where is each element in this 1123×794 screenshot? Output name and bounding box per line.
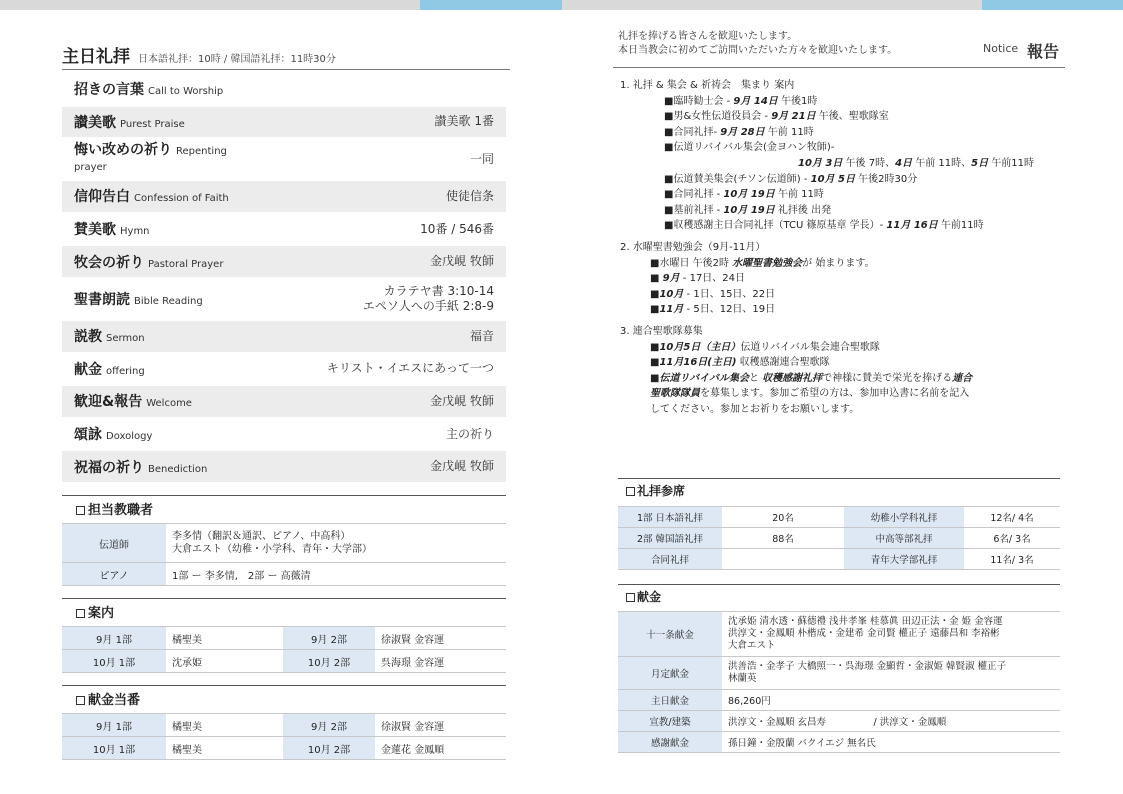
table-row [618, 732, 1060, 753]
order-item-name: 説教 [74, 329, 102, 346]
notice-label-en: Notice [983, 42, 1019, 55]
attendance-label: 2部 韓国語礼拝 [618, 528, 722, 549]
duty-name: 徐淑賢 金容運 [375, 714, 506, 737]
order-item-name: 賛美歌 [74, 222, 116, 239]
order-item [62, 181, 506, 212]
staff-value-2: 大倉エスト（幼稚・小学科、青年・大学部） [172, 544, 372, 555]
order-item-value: 金戊峴 牧師 [430, 254, 494, 269]
order-item-value: カラテヤ書 3:10-14 [383, 283, 494, 298]
table-row [62, 650, 506, 673]
guide-name: 呉海璟 金容運 [375, 650, 506, 673]
notice-item: ■収穫感謝主日合同礼拝（TCU 篠原基章 学長）- 11月 16日 午前11時 [664, 220, 984, 232]
top-bar-right [562, 0, 982, 10]
top-bar-left [0, 0, 420, 10]
staff-table [62, 523, 506, 586]
duty-name: 橘聖美 [166, 737, 283, 760]
attendance-count: 6名/ 3名 [964, 528, 1060, 549]
order-item-en: Call to Worship [148, 86, 224, 98]
order-item-value: 金戊峴 牧師 [430, 393, 494, 408]
attendance-label: 合同礼拝 [618, 549, 722, 570]
attendance-label: 幼稚小学科礼拝 [844, 507, 964, 528]
guide-name: 沈承姫 [166, 650, 283, 673]
order-item-en: Welcome [146, 398, 192, 410]
table-row [618, 690, 1060, 711]
order-item [62, 386, 506, 417]
duty-name: 橘聖美 [166, 714, 283, 737]
offering-names: 孫日鐘・金殷蘭 バクイエジ 無名氏 [722, 732, 1060, 753]
order-item-en: Confession of Faith [134, 193, 229, 205]
offering-label: 主日献金 [618, 690, 722, 711]
offering-duty-table [62, 713, 506, 760]
order-item-name: 悔い改めの祈り [74, 142, 172, 159]
table-row [618, 507, 1060, 528]
attendance-count: 20名 [722, 507, 844, 528]
order-item-en: Benediction [148, 463, 208, 475]
square-icon [76, 696, 85, 705]
duty-month: 10月 1部 [62, 737, 166, 760]
attendance-label: 中高等部礼拝 [844, 528, 964, 549]
title-divider [62, 69, 510, 70]
order-item-name: 讃美歌 [74, 114, 116, 131]
notice-item: ■ 9月 - 17日、24日 [650, 273, 746, 285]
order-item-en: Sermon [106, 333, 145, 345]
offering-heading: 献金 [618, 584, 1060, 605]
guide-name: 橘聖美 [166, 627, 283, 650]
offering-label: 宣教/建築 [618, 711, 722, 732]
offering-table [618, 611, 1060, 753]
order-item-en: Repenting [176, 146, 227, 158]
notice-item: ■11月16日(主日) 収穫感謝連合聖歌隊 [650, 357, 830, 369]
order-item-name: 聖書朗読 [74, 291, 130, 308]
welcome-text [618, 30, 897, 58]
order-item-name: 歓迎&報告 [74, 394, 143, 411]
notice-item: してください。参加とお祈りをお願いします。 [650, 403, 860, 415]
order-item-en: Hymn [120, 226, 150, 238]
duty-month: 10月 2部 [283, 737, 375, 760]
guide-table [62, 626, 506, 673]
order-item [62, 246, 506, 277]
service-title: 主日礼拝 [62, 47, 130, 67]
table-row [618, 549, 1060, 570]
order-item-name: 頌詠 [74, 427, 102, 444]
notice-item: ■合同礼拝 - 10月 19日 午前 11時 [664, 189, 824, 201]
order-item-value: 10番 / 546番 [420, 221, 494, 236]
offering-label: 感謝献金 [618, 732, 722, 753]
attendance-count: 11名/ 3名 [964, 549, 1060, 570]
notice-section-title: 2. 水曜聖書勉強会（9月-11月） [620, 241, 766, 253]
notice-item: ■伝道リバイバル集会(金ヨハン牧師)- [664, 142, 835, 154]
notice-item: ■10月 - 1日、15日、22日 [650, 288, 776, 300]
notice-divider [613, 67, 1065, 68]
order-of-service [62, 74, 506, 484]
guide-month: 9月 2部 [283, 627, 375, 650]
attendance-label: 青年大学部礼拝 [844, 549, 964, 570]
order-item [62, 451, 506, 482]
order-item [62, 354, 506, 385]
attendance-label: 1部 日本語礼拝 [618, 507, 722, 528]
square-icon [626, 487, 635, 496]
order-item-name: 献金 [74, 361, 102, 378]
offering-names: 洪淳文・金鳳順 朴楷成・金建希 金司賢 權正子 遠藤昌和 李裕彬 [728, 628, 1000, 639]
offering-names: 沈承姫 清水透・蘇德禮 浅井孝峯 桂慕眞 田辺正法・金 姫 金容運 [728, 616, 1003, 627]
order-item [62, 74, 506, 105]
order-item-value-2: エペソ人への手紙 2:8-9 [362, 298, 494, 313]
order-item-en: Bible Reading [134, 295, 203, 307]
duty-month: 9月 1部 [62, 714, 166, 737]
staff-heading: 担当教職者 [62, 495, 506, 518]
square-icon [76, 609, 85, 618]
staff-value: 李多情（翻訳＆通訳、ピアノ、中高科） [172, 531, 351, 542]
offering-label: 月定献金 [618, 657, 722, 690]
order-item-en: offering [106, 365, 145, 377]
order-item [62, 214, 506, 245]
table-row [618, 657, 1060, 690]
staff-value: 1部 ー 李多情, 2部 ー 高薇清 [166, 563, 506, 586]
order-item [62, 419, 506, 450]
notice-item: ■伝道リバイバル集会と 収穫感謝礼拝で神様に賛美で栄光を捧げる連合 [650, 372, 973, 384]
staff-label: ピアノ [62, 563, 166, 586]
attendance-count [722, 549, 844, 570]
offering-names: 86,260円 [722, 690, 1060, 711]
table-row [62, 737, 506, 760]
top-accent-left [420, 0, 562, 10]
offering-names: 洪善浩・金孝子 大橋照一・呉海璟 金顯哲・金淑姫 韓賢淑 權正子 [728, 661, 1007, 672]
order-item [62, 139, 506, 179]
order-item-en: Purest Praise [120, 118, 185, 130]
guide-month: 9月 1部 [62, 627, 166, 650]
notices [620, 78, 1060, 417]
notice-item: ■水曜日 午後2時 水曜聖書勉強会が 始まります。 [650, 257, 875, 269]
order-item [62, 279, 506, 319]
offering-names: 大倉エスト [728, 640, 776, 651]
table-row [618, 612, 1060, 657]
top-accent-right [982, 0, 1123, 10]
notice-label-ja: 報告 [1027, 42, 1060, 61]
order-item-value: 福音 [469, 328, 494, 343]
table-row [62, 627, 506, 650]
order-item-value: キリスト・イエスにあって一つ [326, 361, 494, 376]
order-item-value: 金戊峴 牧師 [430, 459, 494, 474]
attendance-count: 88名 [722, 528, 844, 549]
guide-month: 10月 1部 [62, 650, 166, 673]
service-title-row [62, 42, 336, 67]
notice-item: 10月 3日 午後 7時、4日 午前 11時、5日 午前11時 [798, 157, 1035, 169]
square-icon [76, 506, 85, 515]
order-item-value: 主の祈り [445, 426, 494, 441]
table-row [62, 714, 506, 737]
notice-item: ■伝道賛美集会(チソン伝道師) - 10月 5日 午後2時30分 [664, 173, 918, 185]
table-row [62, 524, 506, 563]
guide-heading: 案内 [62, 598, 506, 621]
notice-item: ■臨時勧士会 - 9月 14日 午後1時 [664, 95, 818, 107]
guide-name: 徐淑賢 金容運 [375, 627, 506, 650]
duty-name: 金蓮花 金鳳順 [375, 737, 506, 760]
order-item-value: 讃美歌 1番 [434, 114, 494, 129]
order-item-en: Doxology [106, 431, 153, 443]
notice-item: 聖歌隊隊員を募集します。参加ご希望の方は、参加申込書に名前を記入 [650, 388, 970, 400]
staff-label: 伝道師 [62, 524, 166, 563]
welcome-line: 本日当教会に初めてご訪問いただいた方々を歓迎いたします。 [618, 45, 898, 56]
service-times: 日本語礼拝：10時 / 韓国語礼拝：11時30分 [138, 54, 336, 65]
notice-item: ■10月5日（主日）伝道リバイバル集会連合聖歌隊 [650, 341, 880, 353]
order-item-name: 祝福の祈り [74, 459, 144, 476]
order-item-name: 牧会の祈り [74, 254, 144, 271]
guide-month: 10月 2部 [283, 650, 375, 673]
table-row [62, 563, 506, 586]
order-item-value: 使徒信条 [445, 188, 494, 203]
table-row [618, 711, 1060, 732]
order-item [62, 321, 506, 352]
order-item-name: 信仰告白 [74, 189, 130, 206]
offering-names: 洪淳文・金鳳順 玄昌寿 / 洪淳文・金鳳順 [722, 711, 1060, 732]
table-row [618, 528, 1060, 549]
order-item-value: 一同 [469, 151, 494, 166]
notice-item: ■11月 - 5日、12日、19日 [650, 304, 776, 316]
duty-month: 9月 2部 [283, 714, 375, 737]
attendance-table [618, 506, 1060, 570]
notice-section-title: 1. 礼拝 & 集会 & 祈祷会 集まり 案内 [620, 80, 795, 91]
notice-item: ■合同礼拝- 9月 28日 午前 11時 [664, 126, 814, 138]
welcome-line: 礼拝を捧げる皆さんを歓迎いたします。 [618, 31, 798, 42]
attendance-heading: 礼拝参席 [618, 478, 1060, 499]
order-item-name: 招きの言葉 [74, 82, 144, 99]
notice-section-title: 3. 連合聖歌隊募集 [620, 325, 703, 337]
offering-duty-heading: 献金当番 [62, 685, 506, 708]
square-icon [626, 593, 635, 602]
order-item [62, 107, 506, 138]
attendance-count: 12名/ 4名 [964, 507, 1060, 528]
order-item-en-2: prayer [74, 162, 107, 174]
notice-item: ■墓前礼拝 - 10月 19日 礼拝後 出発 [664, 204, 832, 216]
offering-names: 林蘭英 [728, 673, 757, 684]
offering-label: 十一条献金 [618, 612, 722, 657]
notice-item: ■男&女性伝道役員会 - 9月 21日 午後、聖歌隊室 [664, 111, 889, 123]
order-item-en: Pastoral Prayer [148, 258, 224, 270]
